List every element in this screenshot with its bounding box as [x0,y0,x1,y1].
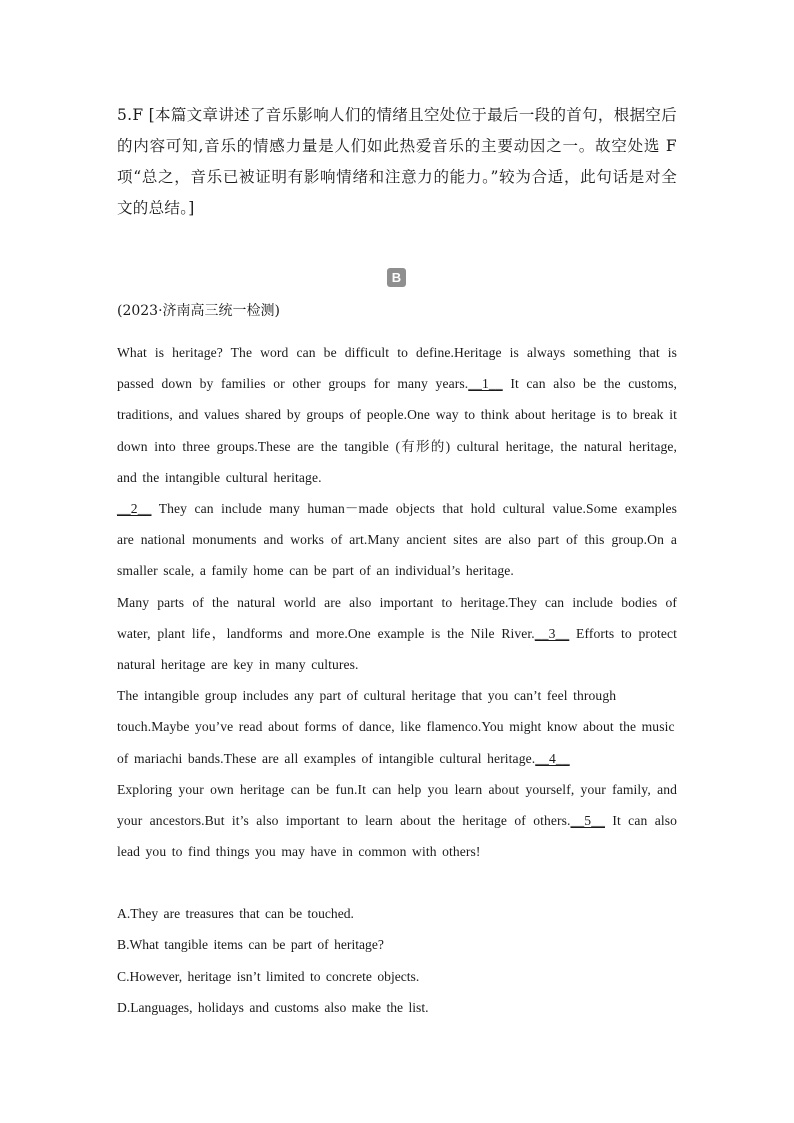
explanation-text: 5.F [本篇文章讲述了音乐影响人们的情绪且空处位于最后一段的首句，根据空后的内容可知,音乐的情感力量是人们如此热爱音乐的主要动因之一。故空处选 F项“总之，音乐已被证明有影响情绪和注意力的能力。”较为合适，此句话是对全文的总结。] [117,106,677,217]
answer-explanation [117,100,677,224]
paragraph-5 [117,774,677,868]
paragraph-text: Many parts of the natural world are also important to heritage.They can include bodies of water, plant life，landforms and more.One example is the Nile River. [117,594,677,641]
option-a: A.They are treasures that can be touched. [117,906,354,921]
blank-4: __4__ [535,750,570,766]
paragraph-text: Exploring your own heritage can be fun.It can help you learn about yourself, your family, and your ancestors.But it’s also important to learn about the heritage of others. [117,781,677,829]
paragraph-text: What is heritage? The word can be difficult to define.Heritage is always something that is passed down by families or other groups for many years. [117,345,677,392]
passage-source: (2023·济南高三统一检测) [117,303,281,319]
option-c: C.However, heritage isn’t limited to concrete objects. [117,968,420,984]
blank-3: __3__ [534,625,570,641]
reading-passage [117,337,677,867]
section-badge: B [387,268,406,287]
answer-options [117,898,677,1024]
paragraph-1 [117,337,677,493]
paragraph-text: Efforts to protect natural heritage are key in many cultures. [117,625,677,673]
option-d: D.Languages, holidays and customs also make the list. [117,1000,429,1016]
paragraph-2 [117,493,677,587]
paragraph-text: They can include many human－made objects that hold cultural value.Some examples are national monuments and works of art.Many ancient sites are also part of this group.On a smaller scale, a family home can be part of an individual’s heritage. [117,501,677,579]
paragraph-4 [117,680,677,774]
blank-5: __5__ [570,813,605,829]
paragraph-text: It can also be the customs, traditions, and values shared by groups of people.One way to think about heritage is to break it down into three groups.These are the tangible (有形的) cultural heritage, the natural heritage, and the intangible cultural heritage. [117,376,677,485]
blank-1: __1__ [468,376,503,392]
paragraph-text: The intangible group includes any part of cultural heritage that you can’t feel through touch.Maybe you’ve read about forms of dance, like flamenco.You might know about the music of mariachi bands.These are all examples of intangible cultural heritage. [117,688,675,766]
blank-2: __2__ [117,501,152,517]
paragraph-3 [117,587,677,681]
paragraph-text: It can also lead you to find things you may have in common with others! [117,813,677,860]
option-b: B.What tangible items can be part of heritage? [117,937,384,953]
